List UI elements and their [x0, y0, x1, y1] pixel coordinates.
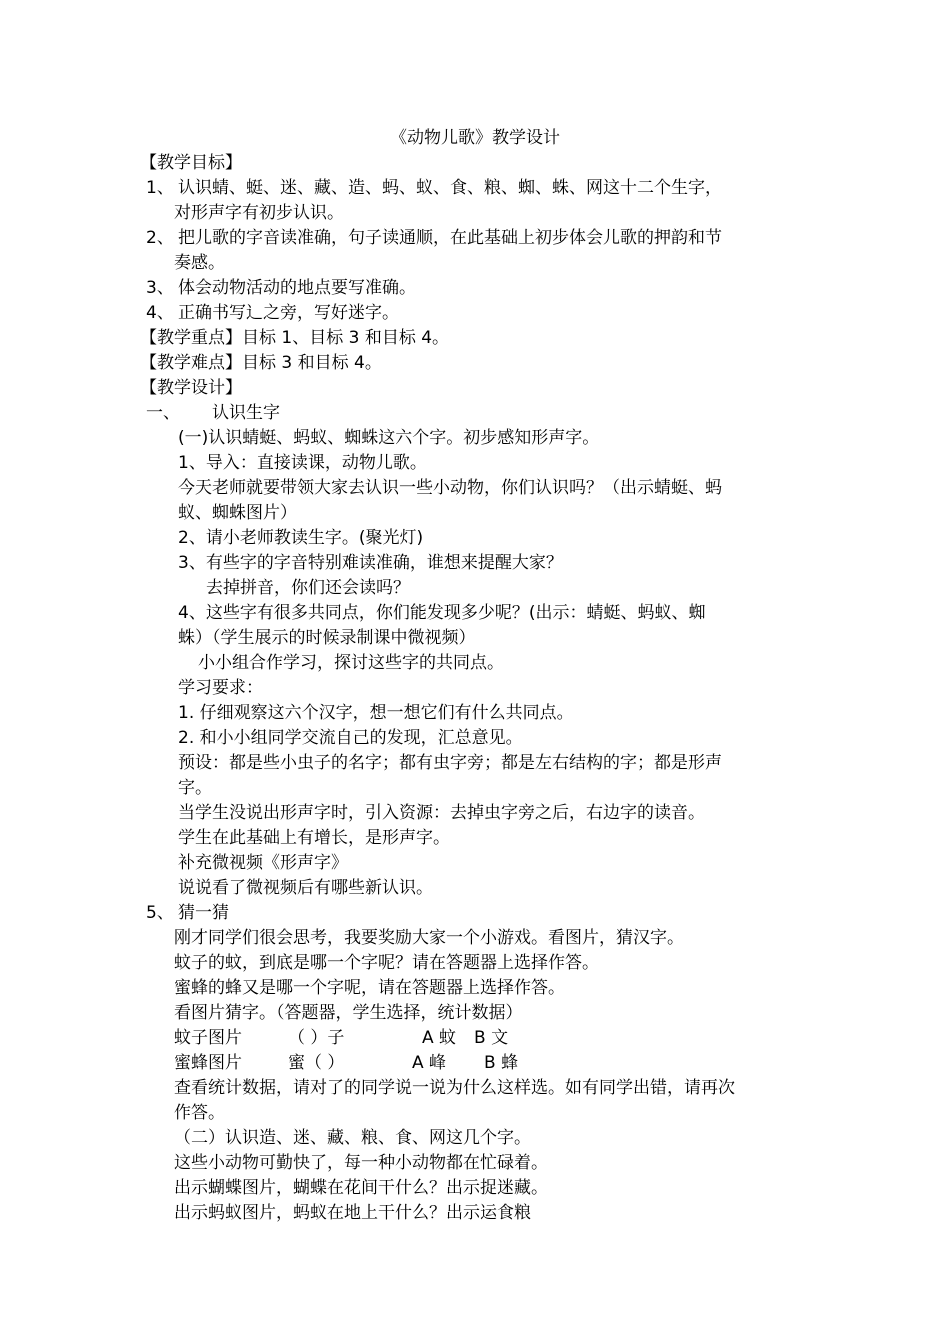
step-4-line-1: 4、这些字有很多共同点，你们能发现多少呢？(出示：蜻蜓、蚂蚁、蜘 [178, 603, 706, 623]
video-line: 补充微视频《形声字》 [178, 853, 348, 873]
guess-instruction: 看图片猜字。（答题器，学生选择，统计数据） [174, 1003, 523, 1023]
resource-line: 当学生没说出形声字时，引入资源：去掉虫字旁之后，右边字的读音。 [178, 803, 705, 823]
bee-question: 蜜蜂的蜂又是哪一个字呢，请在答题器上选择作答。 [174, 978, 565, 998]
goal-1-text-cont: 对形声字有初步认识。 [174, 203, 344, 223]
step-3-sub: 去掉拼音，你们还会读吗？ [206, 578, 410, 598]
quiz-1-blank: （ ）子 [288, 1028, 345, 1048]
quiz-1-option-b: B 文 [474, 1028, 509, 1048]
preset-line-2: 字。 [178, 778, 212, 798]
intro-line-1: 今天老师就要带领大家去认识一些小动物，你们认识吗？（出示蜻蜓、蚂 [178, 478, 722, 498]
step-3: 3、有些字的字音特别难读准确，谁想来提醒大家？ [178, 553, 563, 573]
part1-num: 一、 [146, 403, 180, 423]
part2-line-2: 出示蝴蝶图片，蝴蝶在花间干什么？出示捉迷藏。 [174, 1178, 548, 1198]
goals-heading: 【教学目标】 [140, 153, 242, 173]
goal-4-text: 正确书写辶之旁，写好迷字。 [178, 303, 399, 323]
step-2: 2、请小老师教读生字。(聚光灯) [178, 528, 424, 548]
quiz-2-blank: 蜜（ ） [288, 1053, 345, 1073]
part1-sub1: (一)认识蜻蜓、蚂蚁、蜘蛛这六个字。初步感知形声字。 [178, 428, 600, 448]
goal-1-text: 认识蜻、蜓、迷、藏、造、蚂、蚁、食、粮、蜘、蛛、网这十二个生字， [178, 178, 722, 198]
intro-line-2: 蚁、蜘蛛图片） [178, 503, 297, 523]
growth-line: 学生在此基础上有增长，是形声字。 [178, 828, 450, 848]
part5-num: 5、 [146, 903, 174, 923]
goal-1-num: 1、 [146, 178, 174, 198]
goal-2-text: 把儿歌的字音读准确，句子读通顺，在此基础上初步体会儿歌的押韵和节 [178, 228, 722, 248]
talk-line: 说说看了微视频后有哪些新认识。 [178, 878, 433, 898]
document-title: 《动物儿歌》教学设计 [390, 128, 560, 148]
part2-sub2: （二）认识造、迷、藏、粮、食、网这几个字。 [174, 1128, 531, 1148]
quiz-2-option-a: A 峰 [412, 1053, 447, 1073]
goal-3-num: 3、 [146, 278, 174, 298]
quiz-2-label: 蜜蜂图片 [174, 1053, 242, 1073]
goal-2-num: 2、 [146, 228, 174, 248]
quiz-2-option-b: B 蜂 [484, 1053, 519, 1073]
design-heading: 【教学设计】 [140, 378, 242, 398]
requirements-heading: 学习要求： [178, 678, 263, 698]
quiz-1-label: 蚊子图片 [174, 1028, 242, 1048]
group-study: 小小组合作学习，探讨这些字的共同点。 [198, 653, 504, 673]
part1-title: 认识生字 [212, 403, 280, 423]
requirement-1: 1. 仔细观察这六个汉字，想一想它们有什么共同点。 [178, 703, 574, 723]
mosquito-question: 蚊子的蚊，到底是哪一个字呢？请在答题器上选择作答。 [174, 953, 599, 973]
quiz-1-option-a: A 蚊 [422, 1028, 457, 1048]
requirement-2: 2. 和小小组同学交流自己的发现，汇总意见。 [178, 728, 523, 748]
statistics-line-1: 查看统计数据，请对了的同学说一说为什么这样选。如有同学出错，请再次 [174, 1078, 735, 1098]
key-point: 【教学重点】目标 1、目标 3 和目标 4。 [140, 328, 450, 348]
difficulty: 【教学难点】目标 3 和目标 4。 [140, 353, 382, 373]
part2-line-1: 这些小动物可勤快了，每一种小动物都在忙碌着。 [174, 1153, 548, 1173]
preset-line-1: 预设：都是些小虫子的名字；都有虫字旁；都是左右结构的字；都是形声 [178, 753, 722, 773]
statistics-line-2: 作答。 [174, 1103, 225, 1123]
goal-2-text-cont: 奏感。 [174, 253, 225, 273]
step-4-line-2: 蛛）（学生展示的时候录制课中微视频） [178, 628, 476, 648]
goal-4-num: 4、 [146, 303, 174, 323]
step-1: 1、导入：直接读课，动物儿歌。 [178, 453, 427, 473]
goal-3-text: 体会动物活动的地点要写准确。 [178, 278, 416, 298]
game-intro: 刚才同学们很会思考，我要奖励大家一个小游戏。看图片，猜汉字。 [174, 928, 684, 948]
part5-title: 猜一猜 [178, 903, 229, 923]
part2-line-3: 出示蚂蚁图片，蚂蚁在地上干什么？出示运食粮 [174, 1203, 531, 1223]
